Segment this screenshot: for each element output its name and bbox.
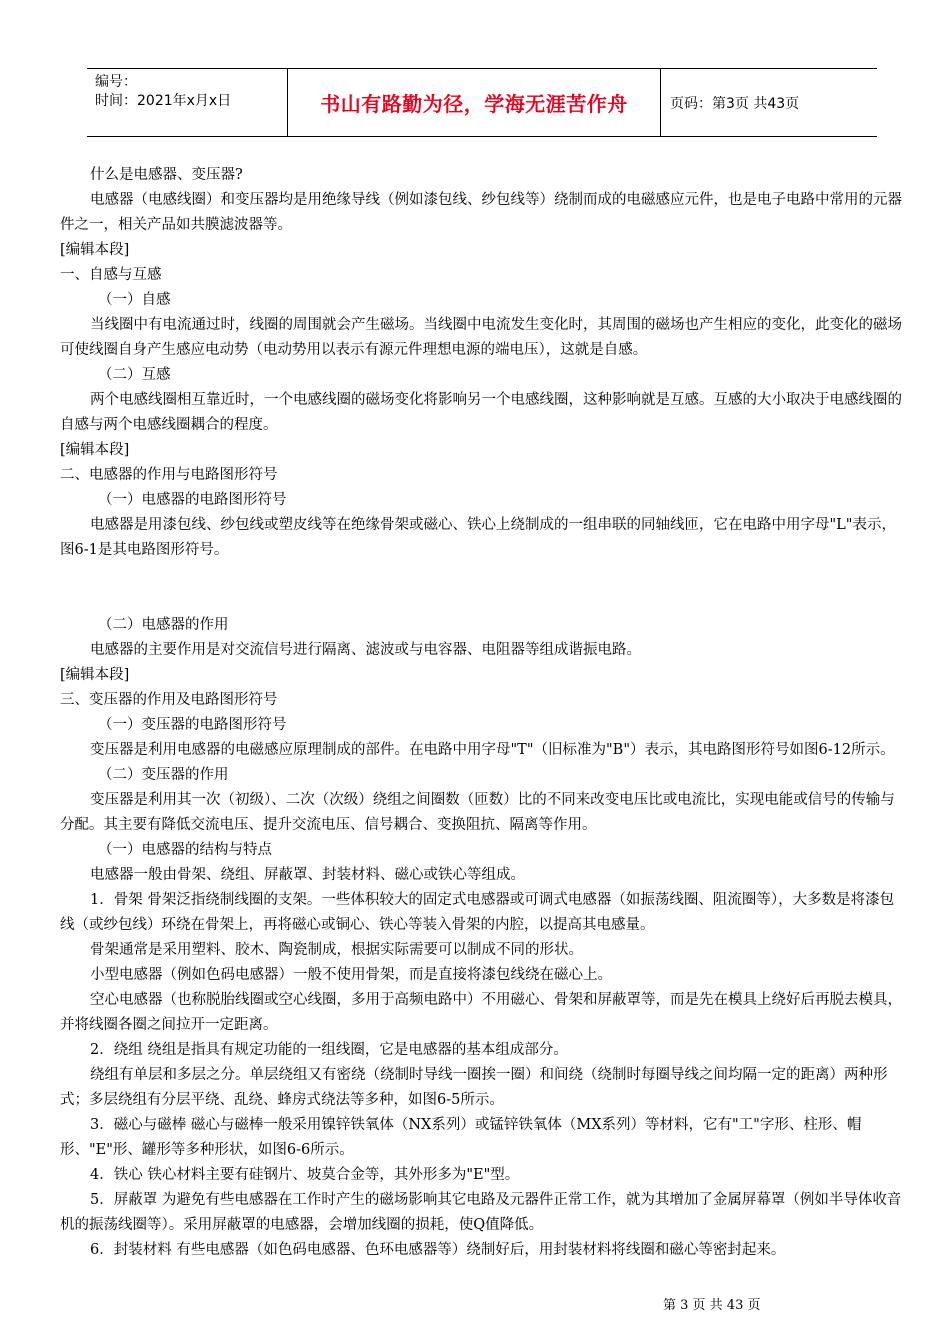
body-paragraph: 小型电感器（例如色码电感器）一般不使用骨架，而是直接将漆包线绕在磁心上。 (90, 967, 612, 983)
page-footer: 第 3 页 共 43 页 (663, 1298, 761, 1313)
body-paragraph: 空心电感器（也称脱胎线圈或空心线圈，多用于高频电路中）不用磁心、骨架和屏蔽罩等，而是先在模具上绕好后再脱去模具，并将线圈各圈之间拉开一定距离。 (60, 992, 902, 1033)
body-paragraph: 电感器的主要作用是对交流信号进行隔离、滤波或与电容器、电阻器等组成谐振电路。 (90, 642, 641, 658)
body-paragraph: 4．铁心 铁心材料主要有硅钢片、坡莫合金等，其外形多为"E"型。 (90, 1167, 520, 1183)
body-paragraph: 2．绕组 绕组是指具有规定功能的一组线圈，它是电感器的基本组成部分。 (90, 1042, 568, 1058)
body-paragraph: 变压器是利用电感器的电磁感应原理制成的部件。在电路中用字母"T"（旧标准为"B"）表示，其电路图形符号如图6-12所示。 (90, 742, 895, 758)
edit-section-link[interactable]: [编辑本段] (60, 242, 130, 258)
body-paragraph: 两个电感线圈相互靠近时，一个电感线圈的磁场变化将影响另一个电感线圈，这种影响就是互感。互感的大小取决于电感线圈的自感与两个电感线圈耦合的程度。 (60, 392, 902, 433)
header-number-label: 编号： (95, 74, 137, 90)
body-paragraph: 电感器一般由骨架、绕组、屏蔽罩、封装材料、磁心或铁心等组成。 (90, 867, 525, 883)
body-paragraph: 电感器是用漆包线、纱包线或塑皮线等在绝缘骨架或磁心、铁心上绕制成的一组串联的同轴线匝，它在电路中用字母"L"表示，图6-1是其电路图形符号。 (60, 517, 896, 558)
edit-section-link[interactable]: [编辑本段] (60, 442, 130, 458)
subsection-heading: （二）电感器的作用 (98, 617, 229, 633)
body-paragraph: 电感器（电感线圈）和变压器均是用绝缘导线（例如漆包线、纱包线等）绕制而成的电磁感应元件，也是电子电路中常用的元器件之一，相关产品如共膜滤波器等。 (60, 192, 902, 233)
section-heading: 三、变压器的作用及电路图形符号 (60, 692, 278, 708)
section-heading: 二、电感器的作用与电路图形符号 (60, 467, 278, 483)
body-paragraph: 6．封装材料 有些电感器（如色码电感器、色环电感器等）绕制好后，用封装材料将线圈和磁心等密封起来。 (90, 1242, 786, 1258)
header-motto: 书山有路勤为径，学海无涯苦作舟 (287, 69, 661, 136)
subsection-heading: （二）互感 (98, 367, 171, 383)
body-paragraph: 5．屏蔽罩 为避免有些电感器在工作时产生的磁场影响其它电路及元器件正常工作，就为其增加了金属屏幕罩（例如半导体收音机的振荡线圈等）。采用屏蔽罩的电感器，会增加线圈的损耗，使Q值降低。 (60, 1192, 902, 1233)
body-paragraph: 绕组有单层和多层之分。单层绕组又有密绕（绕制时导线一圈挨一圈）和间绕（绕制时每圈导线之间均隔一定的距离）两种形式；多层绕组有分层平绕、乱绕、蜂房式绕法等多种，如图6-5所示。 (60, 1067, 888, 1108)
page-header (87, 68, 877, 137)
header-time-label: 时间：2021年x月x日 (95, 93, 232, 109)
body-paragraph: 当线圈中有电流通过时，线圈的周围就会产生磁场。当线圈中电流发生变化时，其周围的磁场也产生相应的变化，此变化的磁场可使线圈自身产生感应电动势（电动势用以表示有源元件理想电源的端电压），这就是自感。 (60, 317, 902, 358)
body-paragraph: 变压器是利用其一次（初级）、二次（次级）绕组之间圈数（匝数）比的不同来改变电压比或电流比，实现电能或信号的传输与分配。其主要有降低交流电压、提升交流电压、信号耦合、变换阻抗、隔离等作用。 (60, 792, 895, 833)
subsection-heading: （一）电感器的结构与特点 (98, 842, 272, 858)
header-page-label: 页码：第3页 共43页 (670, 96, 800, 112)
body-paragraph: 1．骨架 骨架泛指绕制线圈的支架。一些体积较大的固定式电感器或可调式电感器（如振荡线圈、阻流圈等），大多数是将漆包线（或纱包线）环绕在骨架上，再将磁心或铜心、铁心等装入骨架的内腔，以提高其电感量。 (60, 892, 895, 933)
subsection-heading: （二）变压器的作用 (98, 767, 229, 783)
figure-gap (60, 563, 905, 613)
subsection-heading: （一）电感器的电路图形符号 (98, 492, 287, 508)
document-body (60, 163, 905, 1263)
subsection-heading: （一）变压器的电路图形符号 (98, 717, 287, 733)
section-heading: 一、自感与互感 (60, 267, 162, 283)
question-title: 什么是电感器、变压器? (90, 167, 243, 183)
body-paragraph: 骨架通常是采用塑料、胶木、陶瓷制成，根据实际需要可以制成不同的形状。 (90, 942, 583, 958)
header-meta (95, 73, 231, 111)
body-paragraph: 3．磁心与磁棒 磁心与磁棒一般采用镍锌铁氧体（NX系列）或锰锌铁氧体（MX系列）等材料，它有"工"字形、柱形、帽形、"E"形、罐形等多种形状，如图6-6所示。 (60, 1117, 862, 1158)
edit-section-link[interactable]: [编辑本段] (60, 667, 130, 683)
subsection-heading: （一）自感 (98, 292, 171, 308)
